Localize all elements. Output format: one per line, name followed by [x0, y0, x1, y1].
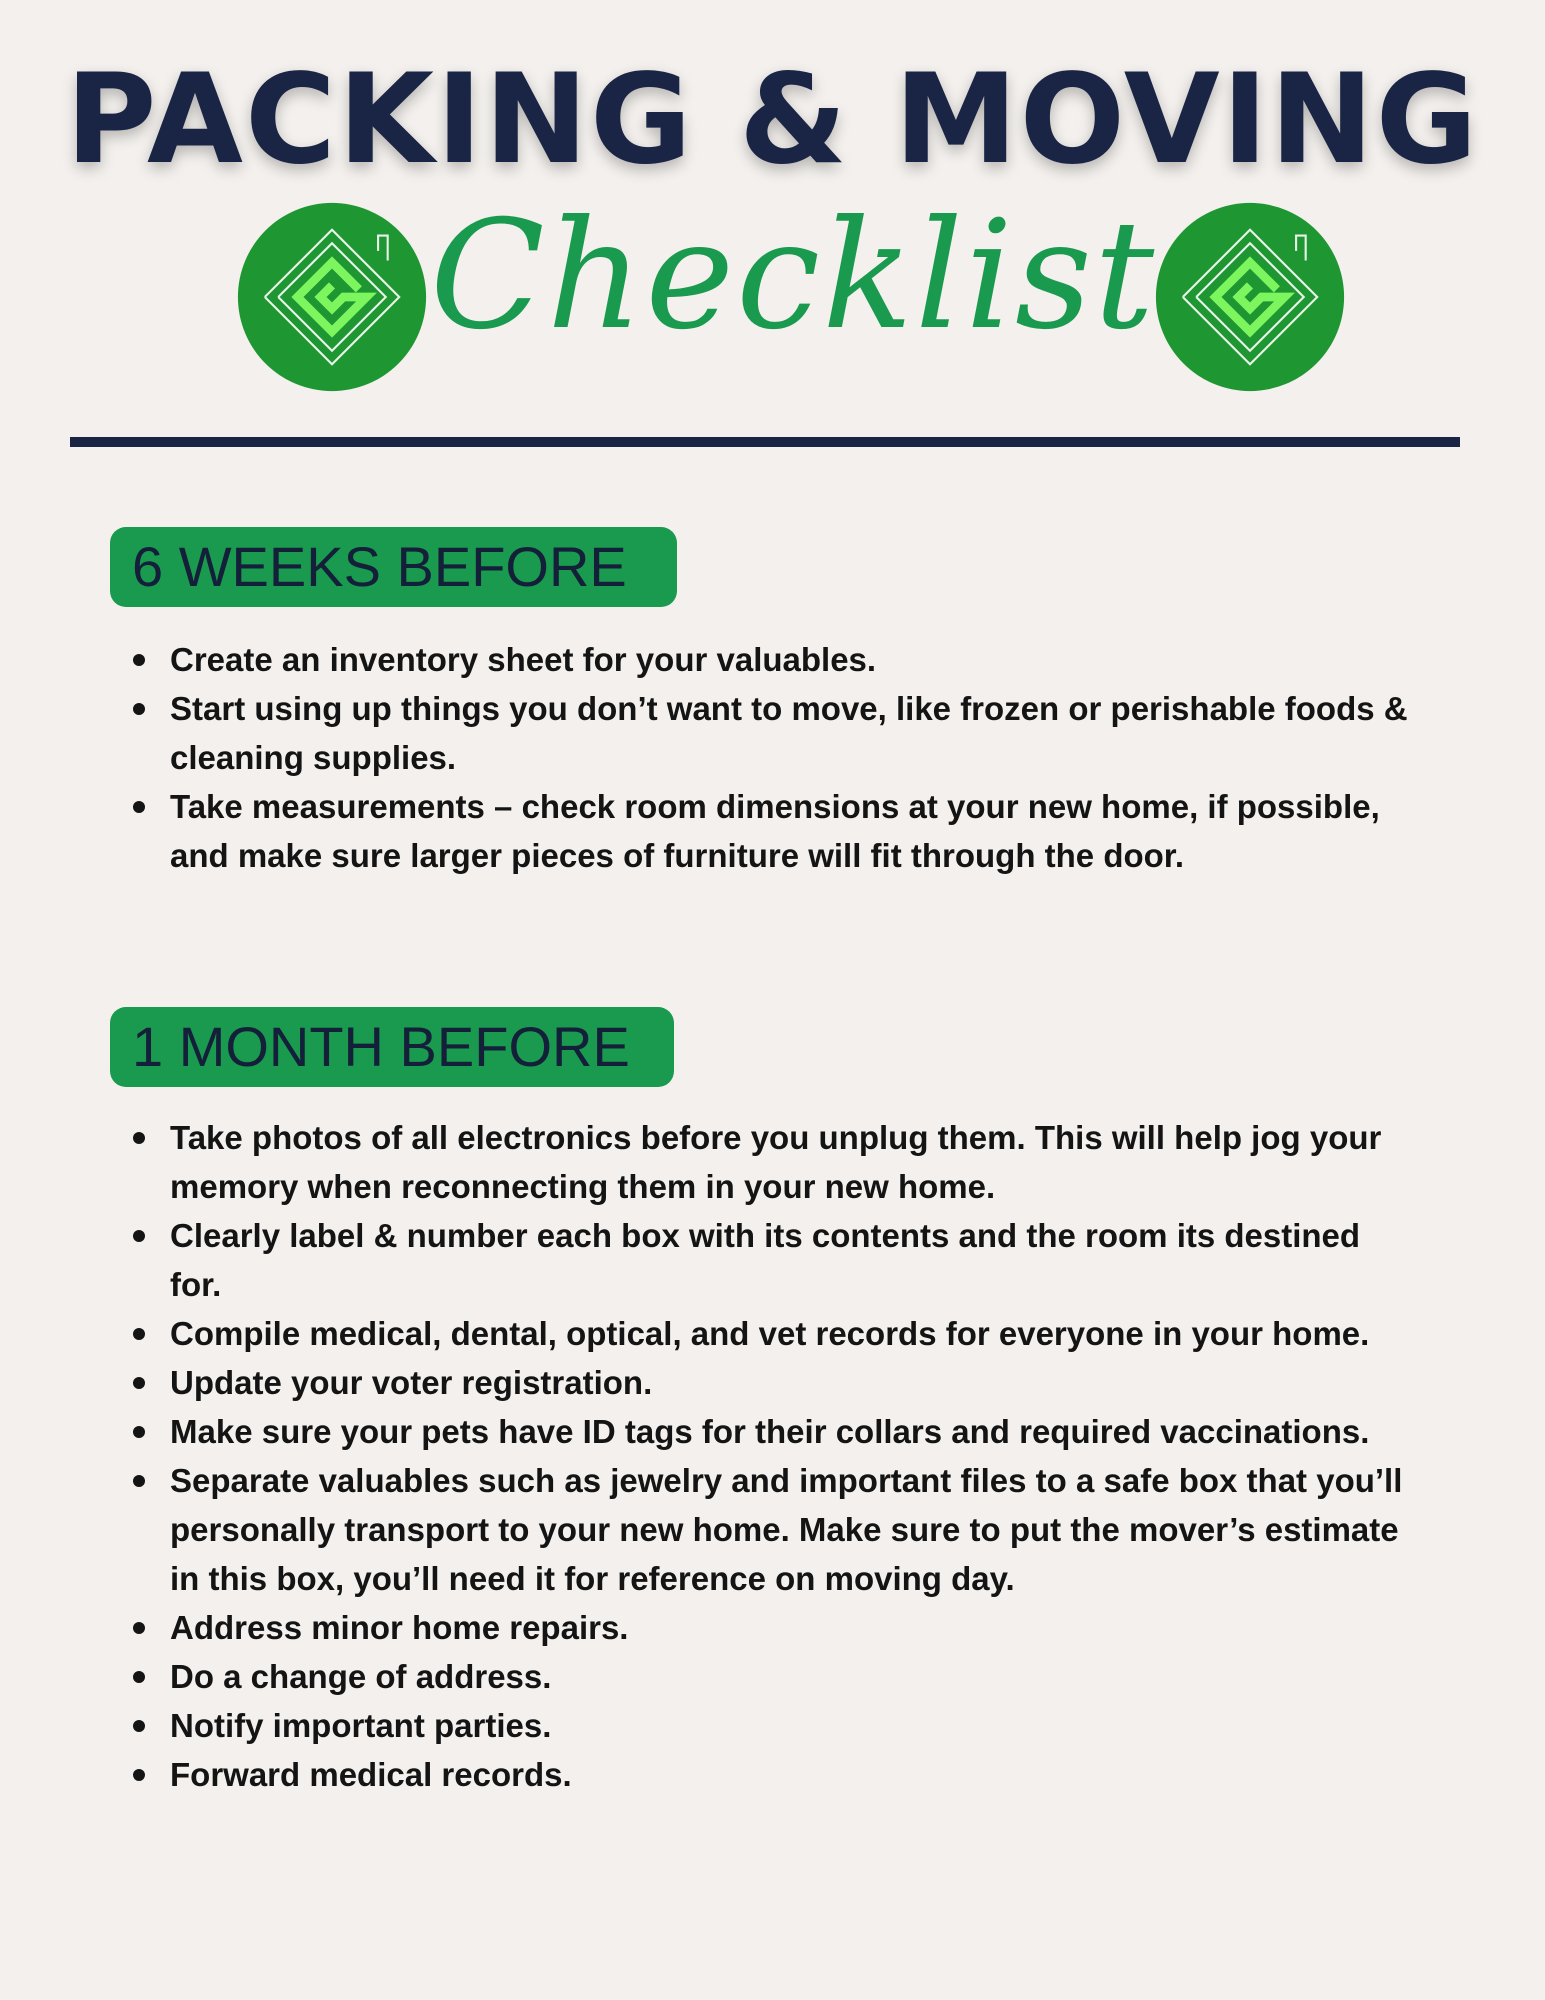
list-item	[130, 1113, 1410, 1211]
list-item-text: Forward medical records.	[170, 1756, 572, 1793]
list-item	[130, 1750, 1410, 1799]
bullet-icon	[133, 1328, 145, 1340]
list-item-text: Clearly label & number each box with its contents and the room its destined for.	[170, 1217, 1361, 1303]
list-item-text: Notify important parties.	[170, 1707, 552, 1744]
bullet-icon	[133, 1230, 145, 1242]
list-item	[130, 1456, 1410, 1603]
section-heading-1-month: 1 MONTH BEFORE	[110, 1007, 674, 1087]
list-item-text: Take photos of all electronics before you unplug them. This will help jog your memory when reconnecting them in your new home.	[170, 1119, 1382, 1205]
bullet-icon	[133, 1132, 145, 1144]
list-item	[130, 1652, 1410, 1701]
list-item	[130, 1407, 1410, 1456]
bullet-icon	[133, 801, 145, 813]
list-item	[130, 684, 1410, 782]
list-item-text: Separate valuables such as jewelry and important files to a safe box that you’ll personally transport to your new home. Make sure to put the mover’s estimate in this box, you’ll need it for reference on moving day.	[170, 1462, 1403, 1597]
house-logo-icon	[236, 201, 428, 393]
bullet-icon	[133, 1622, 145, 1634]
bullet-icon	[133, 1769, 145, 1781]
bullet-icon	[133, 654, 145, 666]
page-title: PACKING & MOVING	[65, 48, 1480, 192]
list-item-text: Take measurements – check room dimensions at your new home, if possible, and make sure larger pieces of furniture will fit through the door.	[170, 788, 1380, 874]
list-item	[130, 1603, 1410, 1652]
checklist-script-title: Checklist	[430, 189, 1157, 363]
list-item	[130, 1211, 1410, 1309]
list-item-text: Address minor home repairs.	[170, 1609, 629, 1646]
bullet-icon	[133, 1475, 145, 1487]
list-item	[130, 635, 1410, 684]
list-item	[130, 782, 1410, 880]
list-item-text: Make sure your pets have ID tags for their collars and required vaccinations.	[170, 1413, 1370, 1450]
list-item-text: Start using up things you don’t want to move, like frozen or perishable foods & cleaning supplies.	[170, 690, 1408, 776]
list-item-text: Do a change of address.	[170, 1658, 552, 1695]
checklist-1-month	[130, 1113, 1410, 1799]
house-logo-icon	[1154, 201, 1346, 393]
header-divider	[70, 437, 1460, 447]
bullet-icon	[133, 703, 145, 715]
list-item-text: Create an inventory sheet for your valuables.	[170, 641, 877, 678]
list-item	[130, 1701, 1410, 1750]
bullet-icon	[133, 1720, 145, 1732]
list-item	[130, 1358, 1410, 1407]
checklist-6-weeks	[130, 635, 1410, 880]
list-item-text: Compile medical, dental, optical, and vet records for everyone in your home.	[170, 1315, 1370, 1352]
list-item-text: Update your voter registration.	[170, 1364, 653, 1401]
list-item	[130, 1309, 1410, 1358]
section-heading-6-weeks: 6 WEEKS BEFORE	[110, 527, 677, 607]
bullet-icon	[133, 1377, 145, 1389]
bullet-icon	[133, 1671, 145, 1683]
bullet-icon	[133, 1426, 145, 1438]
